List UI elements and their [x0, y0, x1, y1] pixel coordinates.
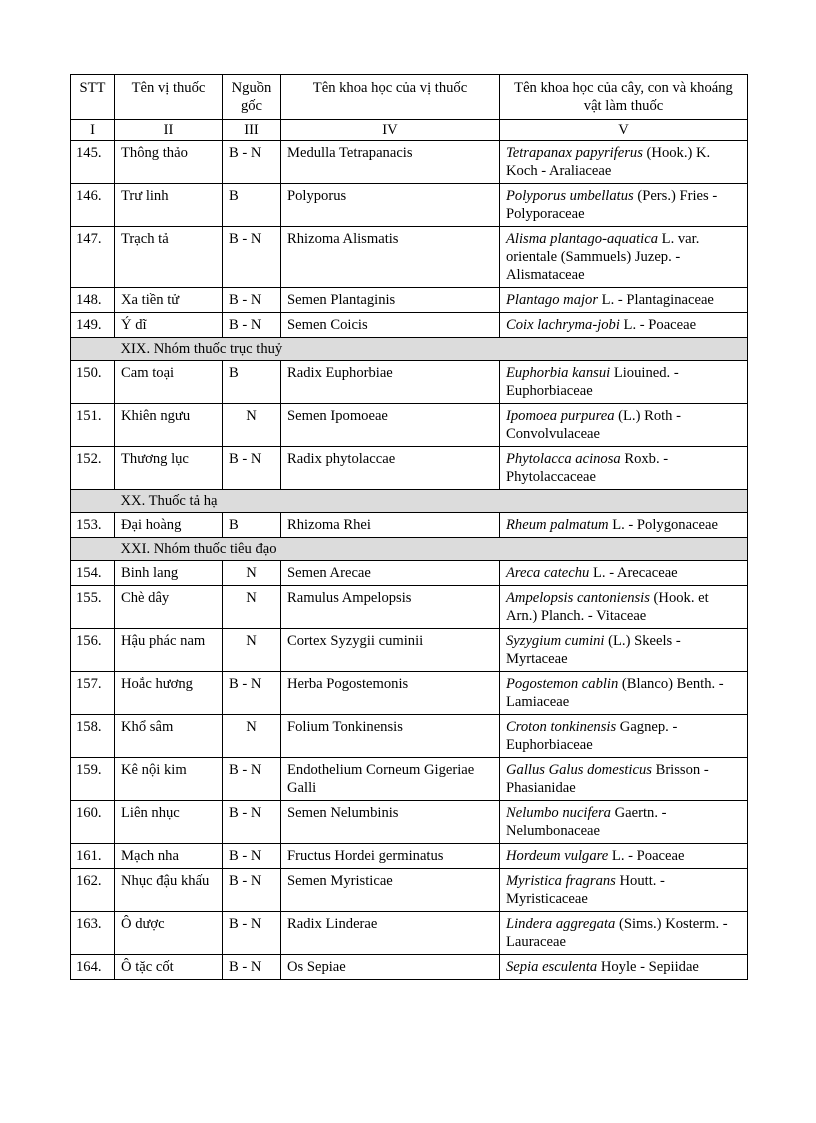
table-row: [71, 513, 748, 538]
row-number: 150.: [71, 361, 115, 404]
row-number: 161.: [71, 844, 115, 869]
species-name: Pogostemon cablin: [506, 676, 619, 692]
herb-latin-name: Semen Ipomoeae: [281, 404, 500, 447]
scientific-name-cell: [500, 227, 748, 288]
herb-latin-name: Rhizoma Alismatis: [281, 227, 500, 288]
herb-source: B - N: [223, 447, 281, 490]
header-ten-khoa-hoc-vi-thuoc: Tên khoa học của vị thuốc: [281, 75, 500, 120]
herb-name: Trư linh: [115, 184, 223, 227]
herb-source: N: [223, 404, 281, 447]
column-number: III: [223, 120, 281, 141]
table-row: [71, 758, 748, 801]
species-author-family: L. - Plantaginaceae: [598, 292, 714, 308]
scientific-name-cell: [500, 361, 748, 404]
row-number: 154.: [71, 561, 115, 586]
section-header-row: [71, 538, 748, 561]
herb-latin-name: Radix Linderae: [281, 912, 500, 955]
row-number: 148.: [71, 288, 115, 313]
species-author-family: Gagnep. - Euphorbiaceae: [506, 719, 678, 753]
herb-name: Trạch tả: [115, 227, 223, 288]
herb-source: N: [223, 586, 281, 629]
species-name: Croton tonkinensis: [506, 719, 617, 735]
section-header-row: [71, 490, 748, 513]
row-number: 162.: [71, 869, 115, 912]
herb-source: N: [223, 715, 281, 758]
section-header-row: [71, 338, 748, 361]
herb-source: B - N: [223, 227, 281, 288]
section-title: XX. Thuốc tả hạ: [115, 490, 748, 513]
scientific-name-cell: [500, 801, 748, 844]
column-numbering-row: [71, 120, 748, 141]
herb-name: Khổ sâm: [115, 715, 223, 758]
herb-name: Thương lục: [115, 447, 223, 490]
row-number: 159.: [71, 758, 115, 801]
herb-name: Khiên ngưu: [115, 404, 223, 447]
table-header-row: [71, 75, 748, 120]
row-number: 155.: [71, 586, 115, 629]
table-row: [71, 141, 748, 184]
herb-source: B - N: [223, 912, 281, 955]
herb-latin-name: Os Sepiae: [281, 955, 500, 980]
row-number: 164.: [71, 955, 115, 980]
medicinal-herbs-table: [70, 74, 748, 980]
scientific-name-cell: [500, 313, 748, 338]
herb-latin-name: Herba Pogostemonis: [281, 672, 500, 715]
scientific-name-cell: [500, 912, 748, 955]
herb-source: N: [223, 629, 281, 672]
row-number: 163.: [71, 912, 115, 955]
scientific-name-cell: [500, 758, 748, 801]
row-number: 156.: [71, 629, 115, 672]
row-number: 146.: [71, 184, 115, 227]
herb-name: Kê nội kim: [115, 758, 223, 801]
herb-source: B - N: [223, 801, 281, 844]
species-name: Ipomoea purpurea: [506, 408, 615, 424]
herb-source: B - N: [223, 955, 281, 980]
species-name: Gallus Galus domesticus: [506, 762, 652, 778]
row-number: 151.: [71, 404, 115, 447]
herb-source: B - N: [223, 672, 281, 715]
herb-name: Hoắc hương: [115, 672, 223, 715]
herb-source: B - N: [223, 758, 281, 801]
herb-source: B - N: [223, 288, 281, 313]
scientific-name-cell: [500, 288, 748, 313]
table-row: [71, 715, 748, 758]
table-row: [71, 844, 748, 869]
herb-source: B: [223, 184, 281, 227]
species-author-family: L. - Poaceae: [608, 848, 685, 864]
table-row: [71, 672, 748, 715]
herb-latin-name: Radix phytolaccae: [281, 447, 500, 490]
scientific-name-cell: [500, 141, 748, 184]
herb-name: Cam toại: [115, 361, 223, 404]
species-name: Coix lachryma-jobi: [506, 317, 620, 333]
herb-name: Mạch nha: [115, 844, 223, 869]
herb-name: Xa tiền tử: [115, 288, 223, 313]
column-number: I: [71, 120, 115, 141]
scientific-name-cell: [500, 447, 748, 490]
species-author-family: L. var. orientale (Sammuels) Juzep. - Alismataceae: [506, 231, 700, 283]
row-number: 158.: [71, 715, 115, 758]
table-row: [71, 912, 748, 955]
scientific-name-cell: [500, 629, 748, 672]
row-number: 152.: [71, 447, 115, 490]
herb-latin-name: Endothelium Corneum Gigeriae Galli: [281, 758, 500, 801]
scientific-name-cell: [500, 561, 748, 586]
species-author-family: Brisson - Phasianidae: [506, 762, 709, 796]
row-number: 153.: [71, 513, 115, 538]
species-author-family: (Sims.) Kosterm. - Lauraceae: [506, 916, 728, 950]
table-row: [71, 184, 748, 227]
species-name: Polyporus umbellatus: [506, 188, 634, 204]
table-row: [71, 586, 748, 629]
herb-name: Thông thảo: [115, 141, 223, 184]
section-blank-cell: [71, 538, 115, 561]
herb-latin-name: Rhizoma Rhei: [281, 513, 500, 538]
herb-name: Binh lang: [115, 561, 223, 586]
scientific-name-cell: [500, 513, 748, 538]
species-name: Alisma plantago-aquatica: [506, 231, 659, 247]
table-row: [71, 227, 748, 288]
herb-latin-name: Semen Nelumbinis: [281, 801, 500, 844]
herb-name: Nhục đậu khấu: [115, 869, 223, 912]
herb-latin-name: Ramulus Ampelopsis: [281, 586, 500, 629]
species-name: Nelumbo nucifera: [506, 805, 611, 821]
section-blank-cell: [71, 338, 115, 361]
species-name: Rheum palmatum: [506, 517, 609, 533]
scientific-name-cell: [500, 404, 748, 447]
species-author-family: L. - Poaceae: [619, 317, 697, 333]
herb-latin-name: Semen Myristicae: [281, 869, 500, 912]
herb-source: B - N: [223, 869, 281, 912]
row-number: 147.: [71, 227, 115, 288]
species-name: Syzygium cumini: [506, 633, 605, 649]
row-number: 145.: [71, 141, 115, 184]
herb-source: B: [223, 361, 281, 404]
herb-name: Ý dĩ: [115, 313, 223, 338]
table-body: [71, 141, 748, 980]
species-name: Ampelopsis cantoniensis: [506, 590, 650, 606]
herb-name: Hậu phác nam: [115, 629, 223, 672]
header-stt: STT: [71, 75, 115, 120]
scientific-name-cell: [500, 672, 748, 715]
herb-latin-name: Radix Euphorbiae: [281, 361, 500, 404]
species-name: Areca catechu: [506, 565, 590, 581]
species-author-family: (Hook.) K. Koch - Araliaceae: [506, 145, 711, 179]
section-title: XXI. Nhóm thuốc tiêu đạo: [115, 538, 748, 561]
species-author-family: Gaertn. - Nelumbonaceae: [506, 805, 667, 839]
species-author-family: (Pers.) Fries - Polyporaceae: [506, 188, 718, 222]
table-row: [71, 447, 748, 490]
herb-latin-name: Fructus Hordei germinatus: [281, 844, 500, 869]
herb-latin-name: Medulla Tetrapanacis: [281, 141, 500, 184]
herb-name: Đại hoàng: [115, 513, 223, 538]
species-name: Myristica fragrans: [506, 873, 616, 889]
species-name: Lindera aggregata: [506, 916, 616, 932]
herb-name: Liên nhục: [115, 801, 223, 844]
scientific-name-cell: [500, 586, 748, 629]
header-ten-khoa-hoc-cay: Tên khoa học của cây, con và khoáng vật làm thuốc: [500, 75, 748, 120]
section-blank-cell: [71, 490, 115, 513]
scientific-name-cell: [500, 955, 748, 980]
species-author-family: (Blanco) Benth. - Lamiaceae: [506, 676, 724, 710]
herb-latin-name: Semen Arecae: [281, 561, 500, 586]
herb-latin-name: Folium Tonkinensis: [281, 715, 500, 758]
herb-latin-name: Semen Plantaginis: [281, 288, 500, 313]
table-row: [71, 629, 748, 672]
species-name: Sepia esculenta: [506, 959, 598, 975]
species-author-family: Roxb. - Phytolaccaceae: [506, 451, 669, 485]
species-name: Tetrapanax papyriferus: [506, 145, 643, 161]
header-ten-vi-thuoc: Tên vị thuốc: [115, 75, 223, 120]
species-author-family: Houtt. - Myristicaceae: [506, 873, 665, 907]
scientific-name-cell: [500, 184, 748, 227]
herb-name: Ô tặc cốt: [115, 955, 223, 980]
herb-latin-name: Semen Coicis: [281, 313, 500, 338]
herb-name: Ô dược: [115, 912, 223, 955]
column-number: V: [500, 120, 748, 141]
species-author-family: (Hook. et Arn.) Planch. - Vitaceae: [506, 590, 709, 624]
table-row: [71, 869, 748, 912]
table-row: [71, 801, 748, 844]
table-row: [71, 404, 748, 447]
scientific-name-cell: [500, 715, 748, 758]
row-number: 157.: [71, 672, 115, 715]
species-name: Plantago major: [506, 292, 599, 308]
herb-source: B: [223, 513, 281, 538]
species-name: Phytolacca acinosa: [506, 451, 621, 467]
header-nguon-goc: Nguồn gốc: [223, 75, 281, 120]
scientific-name-cell: [500, 844, 748, 869]
species-author-family: Liouined. - Euphorbiaceae: [506, 365, 679, 399]
species-author-family: L. - Polygonaceae: [608, 517, 718, 533]
herb-source: N: [223, 561, 281, 586]
herb-source: B - N: [223, 141, 281, 184]
scientific-name-cell: [500, 869, 748, 912]
species-name: Euphorbia kansui: [506, 365, 611, 381]
table-row: [71, 288, 748, 313]
species-author-family: Hoyle - Sepiidae: [597, 959, 699, 975]
row-number: 160.: [71, 801, 115, 844]
herb-source: B - N: [223, 844, 281, 869]
herb-name: Chè dây: [115, 586, 223, 629]
row-number: 149.: [71, 313, 115, 338]
herb-source: B - N: [223, 313, 281, 338]
table-row: [71, 313, 748, 338]
table-row: [71, 361, 748, 404]
table-row: [71, 561, 748, 586]
table-row: [71, 955, 748, 980]
species-author-family: (L.) Skeels - Myrtaceae: [506, 633, 681, 667]
herb-latin-name: Polyporus: [281, 184, 500, 227]
species-author-family: L. - Arecaceae: [589, 565, 678, 581]
column-number: IV: [281, 120, 500, 141]
species-author-family: (L.) Roth - Convolvulaceae: [506, 408, 681, 442]
section-title: XIX. Nhóm thuốc trục thuỷ: [115, 338, 748, 361]
species-name: Hordeum vulgare: [506, 848, 609, 864]
column-number: II: [115, 120, 223, 141]
herb-latin-name: Cortex Syzygii cuminii: [281, 629, 500, 672]
